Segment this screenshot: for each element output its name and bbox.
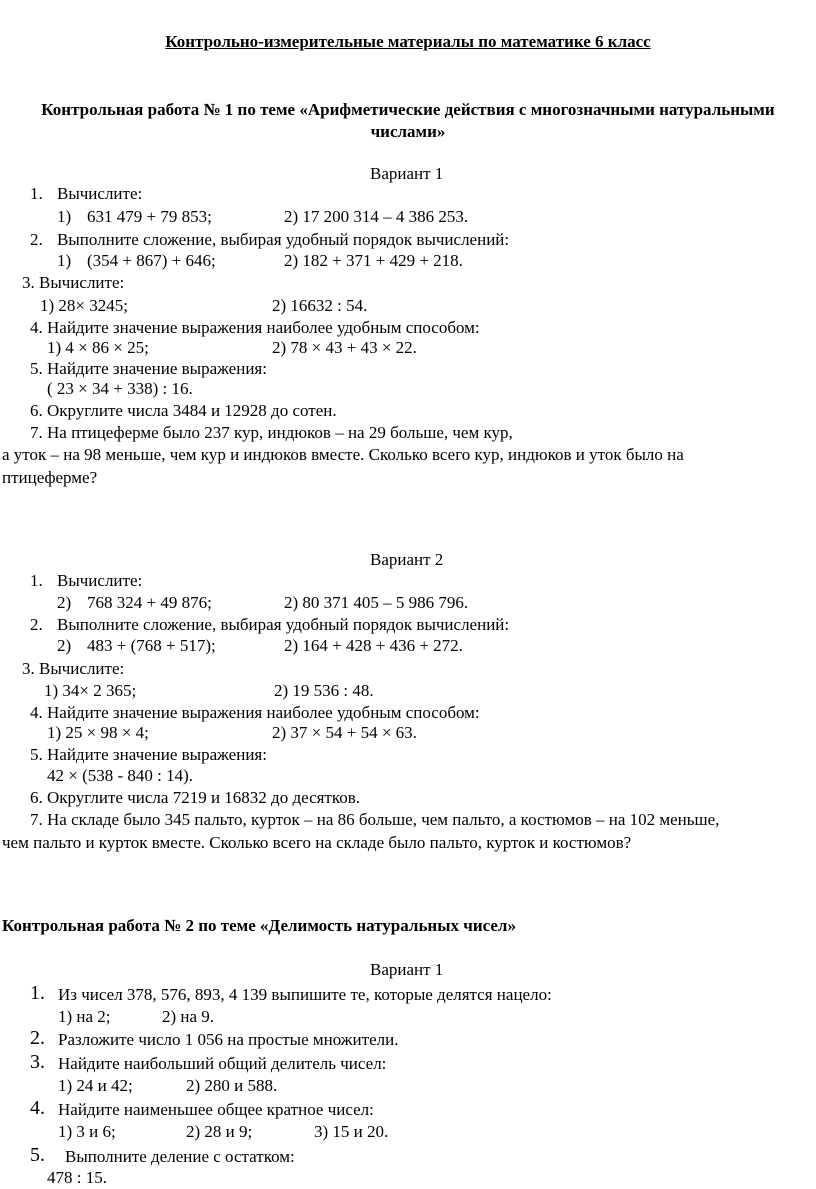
t1v1-q3-b: 2) 16632 : 54. xyxy=(272,296,368,315)
t1v1-q6-text: 6. Округлите числа 3484 и 12928 до сотен. xyxy=(30,401,337,420)
t2v1-q4-number: 4. xyxy=(30,1097,45,1119)
t1v1-q1-number: 1. xyxy=(30,184,43,203)
t1-variant1-label: Вариант 1 xyxy=(370,164,444,183)
document-title: Контрольно-измерительные материалы по математике 6 класс xyxy=(165,32,651,51)
t2v1-q4-text: Найдите наименьшее общее кратное чисел: xyxy=(58,1100,374,1119)
t2v1-q3-a: 1) 24 и 42; xyxy=(58,1076,133,1095)
test1-heading-line1: Контрольная работа № 1 по теме «Арифметические действия с многозначными натуральными xyxy=(41,100,775,119)
t1v2-q1-b: 2) 80 371 405 – 5 986 796. xyxy=(284,593,469,612)
t1v1-q2-b: 2) 182 + 371 + 429 + 218. xyxy=(284,251,463,270)
t1v2-q1-a: 768 324 + 49 876; xyxy=(87,593,212,612)
t1v1-q4-a: 1) 4 × 86 × 25; xyxy=(47,338,149,357)
t1v2-q2-text: Выполните сложение, выбирая удобный порядок вычислений: xyxy=(57,615,510,634)
t2v1-q1-number: 1. xyxy=(30,982,45,1004)
t1v2-q2-number: 2. xyxy=(30,615,43,634)
t2v1-q4-a: 1) 3 и 6; xyxy=(58,1122,116,1141)
t1v1-q1-a-number: 1) xyxy=(57,207,72,226)
t1v1-q7-line3: птицеферме? xyxy=(2,468,98,487)
t1v1-q4-text: 4. Найдите значение выражения наиболее удобным способом: xyxy=(30,318,480,337)
t1v2-q4-a: 1) 25 × 98 × 4; xyxy=(47,723,149,742)
test1-heading-line2: числами» xyxy=(370,122,446,141)
t2v1-q5-number: 5. xyxy=(30,1144,45,1166)
t1v1-q3-a: 1) 28× 3245; xyxy=(40,296,128,315)
t1v2-q1-number: 1. xyxy=(30,571,43,590)
t2v1-q1-a: 1) на 2; xyxy=(58,1007,111,1026)
t1v1-q5-text: 5. Найдите значение выражения: xyxy=(30,359,267,378)
t2v1-q3-text: Найдите наибольший общий делитель чисел: xyxy=(58,1054,387,1073)
t2v1-q3-b: 2) 280 и 588. xyxy=(186,1076,278,1095)
test2-heading: Контрольная работа № 2 по теме «Делимость натуральных чисел» xyxy=(2,916,516,935)
t1v1-q2-text: Выполните сложение, выбирая удобный порядок вычислений: xyxy=(57,230,510,249)
t2v1-q4-c: 3) 15 и 20. xyxy=(314,1122,389,1141)
t2v1-q4-b: 2) 28 и 9; xyxy=(186,1122,253,1141)
t1v2-q7-line2: чем пальто и курток вместе. Сколько всего на складе было пальто, курток и костюмов? xyxy=(2,833,632,852)
t1v2-q1-a-number: 2) xyxy=(57,593,72,612)
t1v2-q1-text: Вычислите: xyxy=(57,571,143,590)
t1v1-q2-a: (354 + 867) + 646; xyxy=(87,251,216,270)
t1v1-q3-text: 3. Вычислите: xyxy=(22,273,125,292)
t2v1-q3-number: 3. xyxy=(30,1051,45,1073)
t2v1-q2-text: Разложите число 1 056 на простые множители. xyxy=(58,1030,399,1049)
t2v1-q2-number: 2. xyxy=(30,1027,45,1049)
t1v1-q7-line2: а уток – на 98 меньше, чем кур и индюков вместе. Сколько всего кур, индюков и уток было на xyxy=(2,445,684,464)
t1v2-q2-b: 2) 164 + 428 + 436 + 272. xyxy=(284,636,463,655)
t2v1-q1-text: Из чисел 378, 576, 893, 4 139 выпишите те, которые делятся нацело: xyxy=(58,985,552,1004)
t1v2-q6-text: 6. Округлите числа 7219 и 16832 до десятков. xyxy=(30,788,361,807)
t1v2-q4-text: 4. Найдите значение выражения наиболее удобным способом: xyxy=(30,703,480,722)
t1v2-q4-b: 2) 37 × 54 + 54 × 63. xyxy=(272,723,417,742)
t2v1-q5-a: 478 : 15. xyxy=(47,1168,107,1187)
t1v1-q2-a-number: 1) xyxy=(57,251,72,270)
t2-variant1-label: Вариант 1 xyxy=(370,960,444,979)
t2v1-q1-b: 2) на 9. xyxy=(162,1007,215,1026)
t1v1-q5-a: ( 23 × 34 + 338) : 16. xyxy=(47,379,193,398)
t1v1-q2-number: 2. xyxy=(30,230,43,249)
t1v2-q3-b: 2) 19 536 : 48. xyxy=(274,681,374,700)
t1v2-q5-text: 5. Найдите значение выражения: xyxy=(30,745,267,764)
t1v1-q1-a: 631 479 + 79 853; xyxy=(87,207,212,226)
t1v1-q1-b: 2) 17 200 314 – 4 386 253. xyxy=(284,207,469,226)
t1v1-q4-b: 2) 78 × 43 + 43 × 22. xyxy=(272,338,417,357)
t1v2-q5-a: 42 × (538 - 840 : 14). xyxy=(47,766,194,785)
t1v2-q2-a: 483 + (768 + 517); xyxy=(87,636,216,655)
t1v2-q2-a-number: 2) xyxy=(57,636,72,655)
t1v1-q7-line1: 7. На птицеферме было 237 кур, индюков – на 29 больше, чем кур, xyxy=(30,423,513,442)
t1v2-q7-line1: 7. На складе было 345 пальто, курток – на 86 больше, чем пальто, а костюмов – на 102 меньше, xyxy=(30,810,720,829)
t1v2-q3-text: 3. Вычислите: xyxy=(22,659,125,678)
t1v1-q1-text: Вычислите: xyxy=(57,184,143,203)
t2v1-q5-text: Выполните деление с остатком: xyxy=(65,1147,295,1166)
t1-variant2-label: Вариант 2 xyxy=(370,550,444,569)
t1v2-q3-a: 1) 34× 2 365; xyxy=(44,681,137,700)
